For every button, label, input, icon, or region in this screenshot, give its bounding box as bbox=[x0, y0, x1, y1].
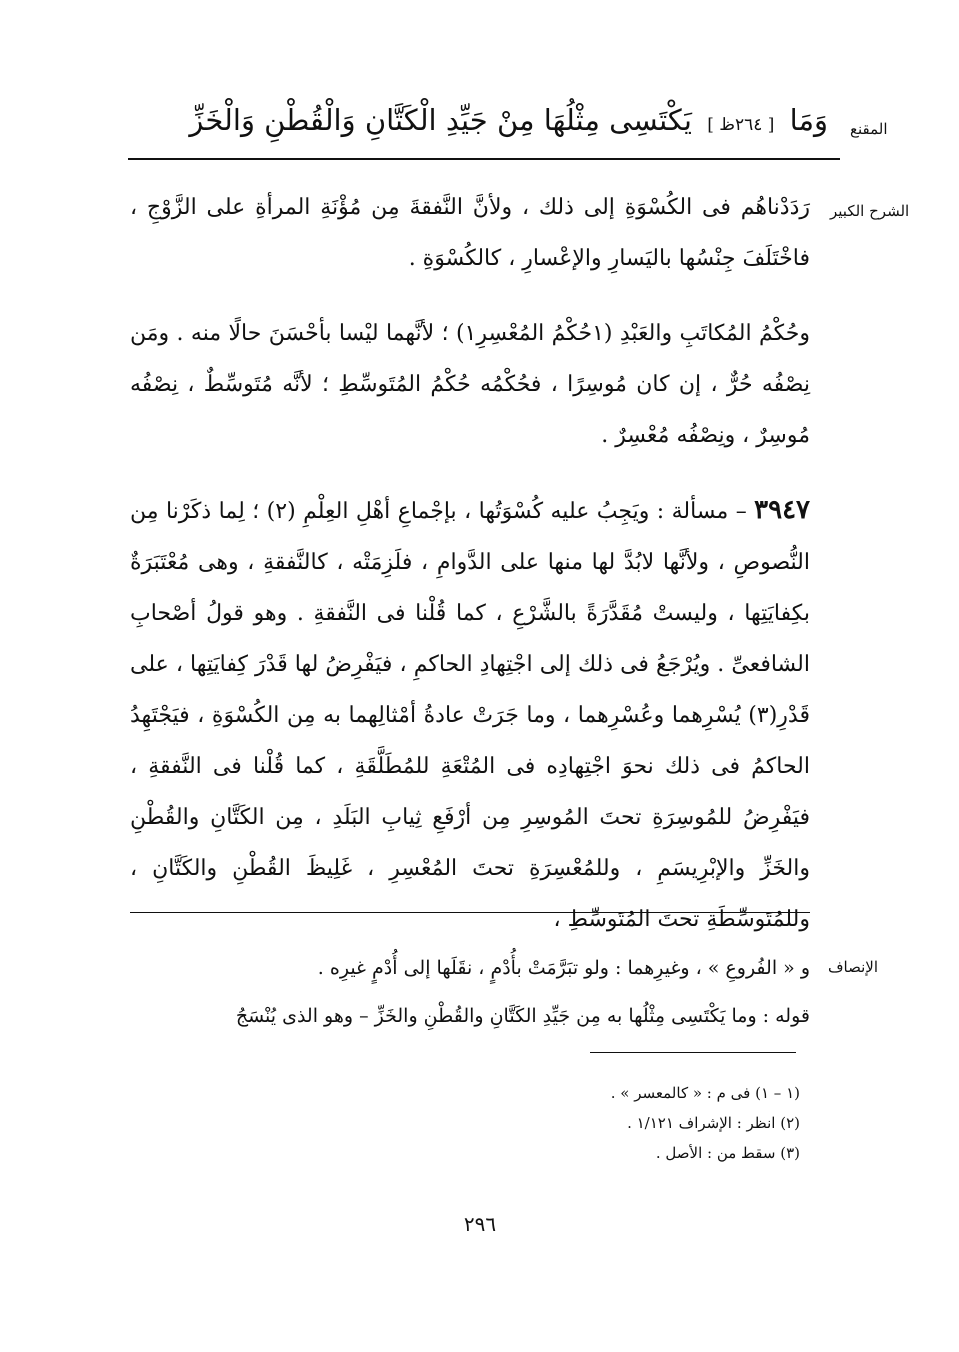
footnote: (٣) سقط من : الأصل . bbox=[655, 1144, 800, 1162]
insaf-divider bbox=[130, 912, 810, 913]
issue-number: ٣٩٤٧ bbox=[754, 495, 811, 525]
footnote: (٢) انظر : الإشراف ١/١٢١ . bbox=[627, 1114, 800, 1132]
footnotes-divider bbox=[590, 1052, 796, 1053]
header-side-label: المقنع bbox=[850, 120, 888, 138]
insaf-line: قوله : وما يَكْتَسِى مِثْلُها به مِن جَيِّدِ الكَتَّانِ والقُطْنِ والخَزِّ – وهو الذى يُنْسَجُ bbox=[235, 1005, 810, 1027]
folio-marker: [ ٢٦٤ظ ] bbox=[707, 115, 775, 135]
insaf-side-label: الإنصاف bbox=[828, 958, 879, 976]
issue-text: – مسألة : ويَجِبُ عليه كُسْوَتُها ، بإجْماعِ أهْلِ العِلْمِ (٢) ؛ لِما ذكَرْنا مِن النُّصوصِ ، ولأنَّها لابُدَّ لها منها على الدَّوامِ ، فلَزِمَتْه ، كالنَّفقةِ ، وهى مُعْتَبَرَةٌ بكِفايَتِها ، وليستْ مُقَدَّرَةً بالشَّرْعِ ، كما قُلْنا فى النَّفقةِ . وهو قولُ أصْحابِ الشافعىِّ . ويُرْجَعُ فى ذلك إلى اجْتِهادِ الحاكمِ ، فيَفْرِضُ لها قَدْرَ كِفايَتِها ، على قَدْرِ(٣) يُسْرِهما وعُسْرِهما ، وما جَرَتْ عادةُ أمْثالِهما به مِن الكُسْوَةِ ، فيَجْتَهِدُ الحاكمُ فى ذلك نحوَ اجْتِهادِه فى المُتْعَةِ للمُطَلَّقَةِ ، كما قُلْنا فى النَّفقةِ ، فيَفْرِضُ للمُوسِرَةِ تحتَ المُوسِرِ مِن أرْفَعِ ثِيابِ البَلَدِ ، مِن الكَتَّانِ والقُطْنِ والخَزِّ والإبْرِيسَمِ ، وللمُعْسِرَةِ تحتَ المُعْسِرِ ، غَلِيظَ القُطْنِ والكَتَّانِ ، وللمُتَوسِّطَةِ تحتَ المُتَوسِّطِ ، bbox=[130, 499, 810, 932]
footnotes bbox=[500, 1078, 800, 1168]
matn-header-line bbox=[128, 92, 828, 148]
header-divider bbox=[128, 158, 840, 160]
header-text-start: وَمَا bbox=[789, 103, 828, 137]
insaf-text bbox=[130, 944, 810, 1040]
footnote: (١ – ١) فى م : « كالمعسر » . bbox=[610, 1084, 800, 1102]
commentary-paragraph: وحُكْمُ المُكاتَبِ والعَبْدِ (١حُكْمُ المُعْسِرِ١) ؛ لأنَّهما ليْسا بأحْسَنَ حالًا منه . ومَن نِصْفُه حُرٌّ ، إن كان مُوسِرًا ، فحُكْمُه حُكْمُ المُتَوسِّطِ ؛ لأنَّه مُتَوسِّطٌ ، نِصْفُه مُوسِرٌ ، ونِصْفُه مُعْسِرٌ . bbox=[130, 321, 810, 448]
insaf-line: و « الفُروعِ » ، وغيرِهما : ولو تبَرَّمَتْ بأُدْمٍ ، نقَلَها إلى أُدْمٍ غيرِه . bbox=[317, 957, 810, 979]
issue-paragraph bbox=[130, 485, 810, 945]
commentary-text bbox=[130, 182, 810, 945]
page-number: ٢٩٦ bbox=[463, 1212, 497, 1236]
header-text-end: يَكْتَسِى مِثْلُهَا مِنْ جَيِّدِ الْكَتَّانِ وَالْقُطْنِ وَالْخَزِّ bbox=[189, 103, 692, 137]
commentary-paragraph: رَدَدْناهُم فى الكُسْوَةِ إلى ذلك ، ولأنَّ النَّفقةَ مِن مُؤْنَةِ المرأةِ على الزَّوْجِ ، فاخْتَلَفَ جِنْسُها باليَسارِ والإعْسارِ ، كالكُسْوَةِ . bbox=[130, 195, 810, 271]
commentary-side-label: الشرح الكبير bbox=[830, 202, 910, 220]
